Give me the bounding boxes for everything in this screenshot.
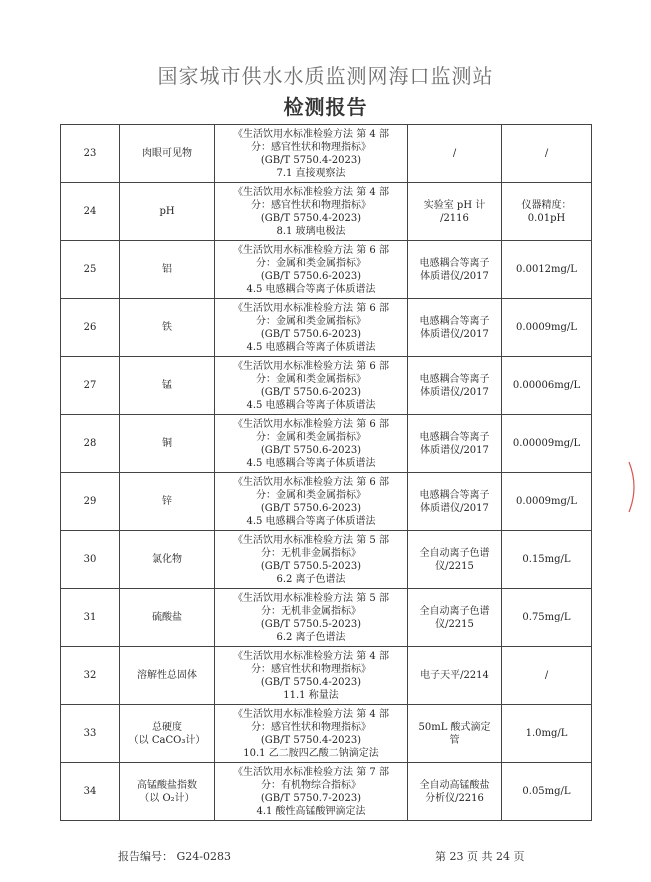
cell-instrument (408, 473, 502, 531)
cell-method (215, 705, 408, 763)
cell-detection-limit-line: 仪器精度： (521, 199, 572, 211)
cell-instrument-line: 分析仪/2216 (425, 792, 484, 804)
cell-item (120, 647, 215, 705)
cell-detection-limit-line: 0.0009mg/L (516, 322, 577, 333)
organization-name: 国家城市供水水质监测网海口监测站 (157, 64, 494, 88)
cell-method-line: 《生活饮用水标准检验方法 第 6 部 (233, 302, 389, 314)
cell-detection-limit (502, 299, 592, 357)
cell-item-line: 高锰酸盐指数 (137, 779, 197, 791)
cell-item-line: 锰 (162, 380, 172, 391)
cell-item-line: 肉眼可见物 (142, 148, 192, 159)
cell-instrument-line: 体质谱仪/2017 (420, 502, 489, 514)
table-row (61, 125, 592, 183)
cell-number: 23 (61, 125, 120, 183)
cell-method-line: (GB/T 5750.5-2023) (260, 618, 362, 630)
cell-detection-limit-line: / (544, 670, 549, 681)
cell-detection-limit-line: 0.05mg/L (522, 786, 571, 797)
cell-detection-limit (502, 705, 592, 763)
cell-method-line: 分：有机物综合指标》 (261, 779, 361, 791)
cell-method-line: 《生活饮用水标准检验方法 第 5 部 (233, 592, 389, 604)
cell-method-line: 4.5 电感耦合等离子体质谱法 (246, 457, 376, 469)
cell-item (120, 531, 215, 589)
table-row (61, 473, 592, 531)
cell-method-line: 分：无机非金属指标》 (261, 605, 361, 617)
cell-method-line: (GB/T 5750.4-2023) (260, 676, 362, 688)
cell-method-line: 《生活饮用水标准检验方法 第 4 部 (233, 186, 389, 198)
cell-item-line: 铁 (162, 322, 172, 333)
cell-method-line: 6.2 离子色谱法 (276, 631, 346, 643)
cell-method-line: 4.5 电感耦合等离子体质谱法 (246, 283, 376, 295)
pen-mark-icon (626, 460, 640, 514)
cell-method-line: 分：金属和类金属指标》 (256, 257, 366, 269)
cell-method-line: (GB/T 5750.6-2023) (260, 502, 362, 514)
table-row (61, 705, 592, 763)
cell-detection-limit-line: 1.0mg/L (525, 728, 568, 739)
cell-detection-limit-line: 0.15mg/L (522, 554, 571, 565)
cell-instrument-line: 仪/2215 (435, 618, 474, 630)
cell-instrument-line: 电感耦合等离子 (419, 257, 490, 269)
cell-method-line: (GB/T 5750.4-2023) (260, 212, 362, 224)
cell-detection-limit (502, 183, 592, 241)
cell-instrument-line: 体质谱仪/2017 (420, 386, 489, 398)
cell-instrument-line: 实验室 pH 计 (423, 199, 486, 211)
cell-method (215, 125, 408, 183)
cell-item-line: 氯化物 (152, 554, 182, 565)
cell-method-line: 4.5 电感耦合等离子体质谱法 (246, 515, 376, 527)
cell-instrument-line: 50mL 酸式滴定 (418, 721, 491, 733)
cell-method-line: 分：感官性状和物理指标》 (251, 141, 371, 153)
cell-instrument-line: 全自动离子色谱 (419, 547, 490, 559)
cell-method-line: 《生活饮用水标准检验方法 第 5 部 (233, 534, 389, 546)
cell-number: 26 (61, 299, 120, 357)
cell-method-line: 分：感官性状和物理指标》 (251, 721, 371, 733)
table-row (61, 241, 592, 299)
cell-detection-limit (502, 357, 592, 415)
cell-method-line: 《生活饮用水标准检验方法 第 6 部 (233, 360, 389, 372)
cell-instrument-line: 体质谱仪/2017 (420, 270, 489, 282)
cell-instrument-line: /2116 (440, 212, 469, 224)
cell-item-line: 硫酸盐 (152, 612, 182, 623)
cell-item-line: 铝 (162, 264, 172, 275)
table-row (61, 299, 592, 357)
cell-method-line: (GB/T 5750.7-2023) (260, 792, 362, 804)
cell-method-line: 《生活饮用水标准检验方法 第 6 部 (233, 418, 389, 430)
cell-item (120, 125, 215, 183)
page-number: 第 23 页 共 24 页 (435, 850, 525, 863)
results-table-body (61, 125, 592, 821)
cell-instrument (408, 705, 502, 763)
cell-number: 25 (61, 241, 120, 299)
cell-method-line: 8.1 玻璃电极法 (276, 225, 346, 237)
cell-method-line: 分：感官性状和物理指标》 (251, 199, 371, 211)
cell-item (120, 183, 215, 241)
cell-item (120, 299, 215, 357)
cell-instrument (408, 125, 502, 183)
cell-item-line: pH (159, 206, 175, 217)
cell-item (120, 357, 215, 415)
cell-method-line: (GB/T 5750.6-2023) (260, 444, 362, 456)
cell-method-line: 6.2 离子色谱法 (276, 573, 346, 585)
report-title: 检测报告 (283, 95, 368, 119)
cell-instrument-line: 电感耦合等离子 (419, 315, 490, 327)
cell-method-line: 4.5 电感耦合等离子体质谱法 (246, 341, 376, 353)
cell-instrument-line: 仪/2215 (435, 560, 474, 572)
cell-item-line: 锌 (162, 496, 172, 507)
cell-number: 29 (61, 473, 120, 531)
cell-detection-limit-line: 0.00009mg/L (512, 438, 581, 449)
cell-detection-limit (502, 125, 592, 183)
cell-method-line: 分：感官性状和物理指标》 (251, 663, 371, 675)
cell-instrument-line: 管 (449, 734, 460, 746)
cell-number: 30 (61, 531, 120, 589)
cell-item (120, 589, 215, 647)
cell-method-line: 分：金属和类金属指标》 (256, 373, 366, 385)
cell-item (120, 241, 215, 299)
cell-method-line: 4.1 酸性高锰酸钾滴定法 (256, 805, 366, 817)
cell-method-line: 《生活饮用水标准检验方法 第 6 部 (233, 244, 389, 256)
cell-instrument-line: 全自动高锰酸盐 (419, 779, 490, 791)
cell-instrument (408, 531, 502, 589)
table-row (61, 183, 592, 241)
cell-instrument (408, 647, 502, 705)
table-row (61, 531, 592, 589)
cell-method (215, 531, 408, 589)
cell-method (215, 357, 408, 415)
cell-detection-limit (502, 647, 592, 705)
cell-method-line: 分：金属和类金属指标》 (256, 431, 366, 443)
cell-detection-limit-line: 0.00006mg/L (512, 380, 581, 391)
cell-method (215, 299, 408, 357)
cell-item (120, 705, 215, 763)
table-row (61, 589, 592, 647)
cell-item (120, 415, 215, 473)
cell-method-line: 分：金属和类金属指标》 (256, 489, 366, 501)
cell-instrument (408, 299, 502, 357)
cell-instrument (408, 763, 502, 821)
cell-method (215, 589, 408, 647)
cell-instrument-line: 电感耦合等离子 (419, 431, 490, 443)
cell-method-line: 7.1 直接观察法 (276, 167, 346, 179)
cell-instrument (408, 357, 502, 415)
cell-number: 24 (61, 183, 120, 241)
cell-detection-limit-line: / (544, 148, 549, 159)
cell-method-line: 11.1 称量法 (283, 689, 339, 701)
cell-item-line: （以 CaCO₃计） (128, 734, 206, 746)
cell-method (215, 473, 408, 531)
cell-detection-limit (502, 589, 592, 647)
cell-detection-limit (502, 531, 592, 589)
cell-instrument-line: 电感耦合等离子 (419, 489, 490, 501)
cell-method-line: (GB/T 5750.6-2023) (260, 270, 362, 282)
cell-item-line: 总硬度 (152, 721, 182, 733)
cell-method-line: (GB/T 5750.5-2023) (260, 560, 362, 572)
cell-instrument (408, 183, 502, 241)
cell-detection-limit-line: 0.0012mg/L (516, 264, 577, 275)
cell-detection-limit (502, 415, 592, 473)
cell-method (215, 415, 408, 473)
cell-number: 32 (61, 647, 120, 705)
cell-instrument-line: 全自动离子色谱 (419, 605, 490, 617)
cell-method-line: 分：金属和类金属指标》 (256, 315, 366, 327)
table-row (61, 357, 592, 415)
cell-instrument-line: 体质谱仪/2017 (420, 444, 489, 456)
cell-item-line: （以 O₂计） (139, 792, 195, 804)
cell-method-line: (GB/T 5750.4-2023) (260, 734, 362, 746)
cell-detection-limit (502, 241, 592, 299)
cell-item-line: 溶解性总固体 (137, 670, 197, 681)
cell-instrument-line: 电感耦合等离子 (419, 373, 490, 385)
cell-instrument-line: 体质谱仪/2017 (420, 328, 489, 340)
cell-method-line: 4.5 电感耦合等离子体质谱法 (246, 399, 376, 411)
cell-method-line: 《生活饮用水标准检验方法 第 4 部 (233, 650, 389, 662)
cell-method-line: 《生活饮用水标准检验方法 第 4 部 (233, 708, 389, 720)
cell-method-line: 10.1 乙二胺四乙酸二钠滴定法 (243, 747, 379, 759)
cell-detection-limit (502, 763, 592, 821)
cell-method-line: (GB/T 5750.6-2023) (260, 386, 362, 398)
cell-method-line: 《生活饮用水标准检验方法 第 6 部 (233, 476, 389, 488)
cell-method-line: 分：无机非金属指标》 (261, 547, 361, 559)
cell-number: 31 (61, 589, 120, 647)
cell-instrument (408, 241, 502, 299)
cell-number: 33 (61, 705, 120, 763)
cell-method-line: 《生活饮用水标准检验方法 第 4 部 (233, 128, 389, 140)
table-row (61, 415, 592, 473)
table-row (61, 647, 592, 705)
cell-method (215, 647, 408, 705)
cell-item (120, 473, 215, 531)
cell-detection-limit-line: 0.01pH (527, 212, 566, 224)
table-row (61, 763, 592, 821)
cell-item-line: 铜 (162, 438, 172, 449)
cell-detection-limit-line: 0.0009mg/L (516, 496, 577, 507)
cell-instrument-line: / (452, 148, 457, 159)
cell-item (120, 763, 215, 821)
cell-instrument-line: 电子天平/2214 (420, 670, 489, 681)
cell-instrument (408, 589, 502, 647)
cell-instrument (408, 415, 502, 473)
cell-number: 28 (61, 415, 120, 473)
cell-method-line: 《生活饮用水标准检验方法 第 7 部 (233, 766, 389, 778)
results-table (60, 124, 592, 821)
cell-number: 34 (61, 763, 120, 821)
cell-method-line: (GB/T 5750.4-2023) (260, 154, 362, 166)
cell-detection-limit (502, 473, 592, 531)
cell-number: 27 (61, 357, 120, 415)
cell-method (215, 763, 408, 821)
cell-method (215, 241, 408, 299)
cell-method-line: (GB/T 5750.6-2023) (260, 328, 362, 340)
cell-detection-limit-line: 0.75mg/L (522, 612, 571, 623)
cell-method (215, 183, 408, 241)
report-number: 报告编号： G24-0283 (118, 850, 231, 863)
